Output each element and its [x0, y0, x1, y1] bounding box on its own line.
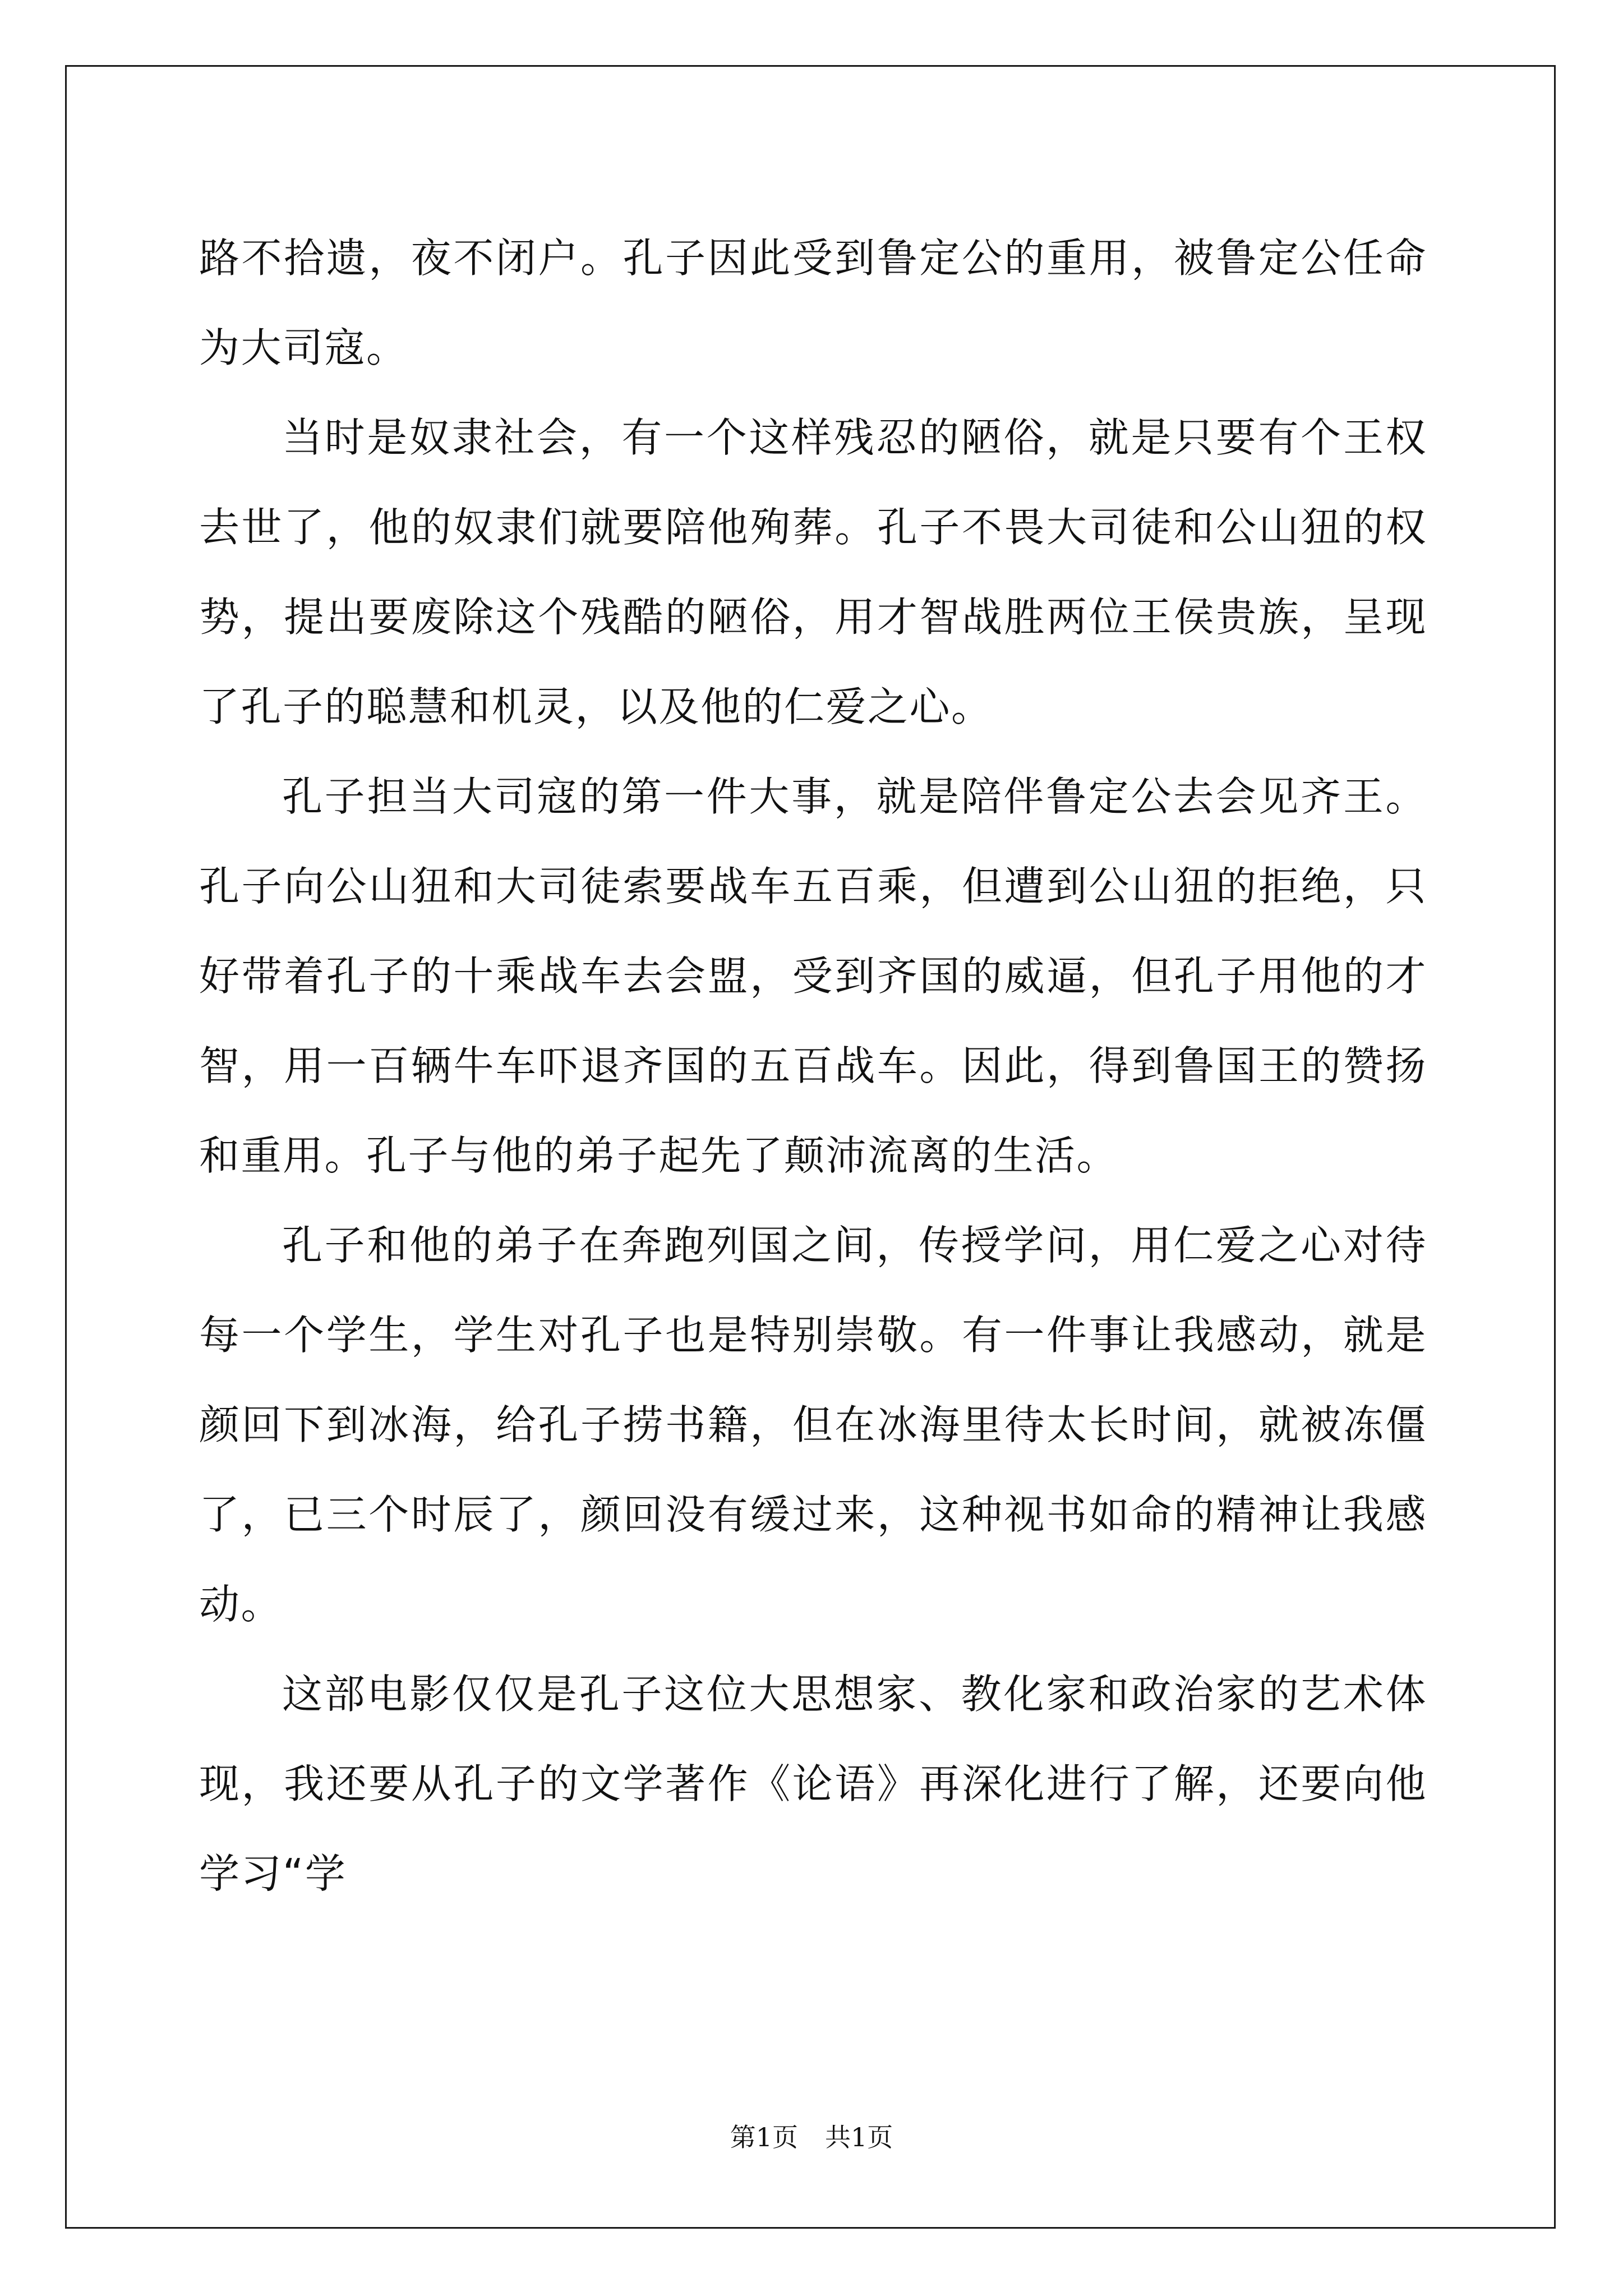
- page-footer: [0, 2120, 1623, 2154]
- page-number: 第1页: [730, 2122, 798, 2152]
- paragraph: 这部电影仅仅是孔子这位大思想家、教化家和政治家的艺术体现，我还要从孔子的文学著作《论语》再深化进行了解，还要向他学习“学: [199, 1671, 1427, 1897]
- paragraph: 路不拾遗，夜不闭户。孔子因此受到鲁定公的重用，被鲁定公任命为大司寇。: [199, 234, 1427, 371]
- paragraph: 孔子担当大司寇的第一件大事，就是陪伴鲁定公去会见齐王。孔子向公山狃和大司徒索要战车五百乘，但遭到公山狃的拒绝，只好带着孔子的十乘战车去会盟，受到齐国的威逼，但孔子用他的才智，用一百辆牛车吓退齐国的五百战车。因此，得到鲁国王的赞扬和重用。孔子与他的弟子起先了颠沛流离的生活。: [199, 773, 1427, 1179]
- page-total: 共1页: [825, 2122, 893, 2152]
- document-body: [199, 213, 1427, 1918]
- paragraph: 当时是奴隶社会，有一个这样残忍的陋俗，就是只要有个王权去世了，他的奴隶们就要陪他殉葬。孔子不畏大司徒和公山狃的权势，提出要废除这个残酷的陋俗，用才智战胜两位王侯贵族，呈现了孔子的聪慧和机灵，以及他的仁爱之心。: [199, 414, 1427, 730]
- paragraph: 孔子和他的弟子在奔跑列国之间，传授学问，用仁爱之心对待每一个学生，学生对孔子也是特别崇敬。有一件事让我感动，就是颜回下到冰海，给孔子捞书籍，但在冰海里待太长时间，就被冻僵了，已三个时辰了，颜回没有缓过来，这种视书如命的精神让我感动。: [199, 1222, 1427, 1628]
